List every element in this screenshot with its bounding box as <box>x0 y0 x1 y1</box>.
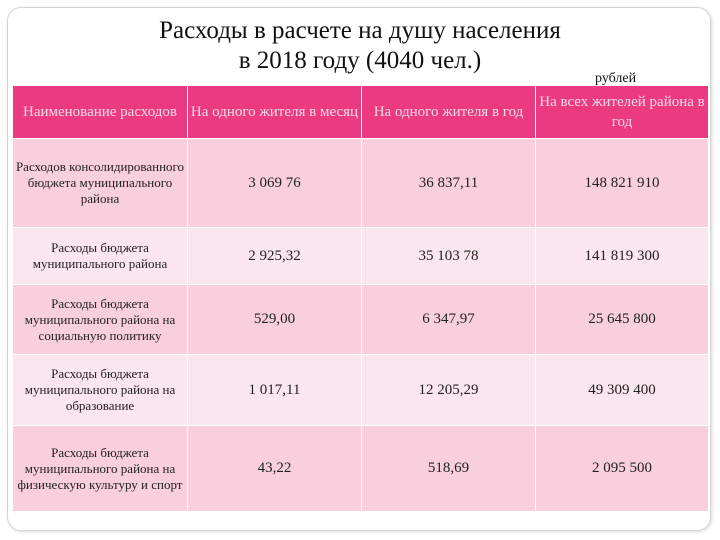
unit-label: рублей <box>595 71 637 86</box>
row-all: 25 645 800 <box>536 285 709 355</box>
row-month: 1 017,11 <box>188 355 362 426</box>
header-per-month: На одного жителя в месяц <box>188 86 362 139</box>
title-line-1: Расходы в расчете на душу населения <box>159 17 561 44</box>
table-row <box>13 426 709 512</box>
table-row <box>13 139 709 228</box>
row-all: 2 095 500 <box>536 426 709 512</box>
table-row <box>13 285 709 355</box>
row-month: 3 069 76 <box>188 139 362 228</box>
table-row <box>13 228 709 285</box>
row-name: Расходы бюджета муниципального района на социальную политику <box>13 285 188 355</box>
row-month: 43,22 <box>188 426 362 512</box>
row-month: 529,00 <box>188 285 362 355</box>
header-per-year: На одного жителя в год <box>362 86 536 139</box>
header-row <box>13 86 709 139</box>
row-name: Расходов консолидированного бюджета муниципального района <box>13 139 188 228</box>
row-all: 141 819 300 <box>536 228 709 285</box>
row-year: 518,69 <box>362 426 536 512</box>
expenses-table <box>12 85 709 512</box>
row-year: 6 347,97 <box>362 285 536 355</box>
row-year: 35 103 78 <box>362 228 536 285</box>
row-name: Расходы бюджета муниципального района на образование <box>13 355 188 426</box>
table-row <box>13 355 709 426</box>
header-name: Наименование расходов <box>13 86 188 139</box>
row-year: 12 205,29 <box>362 355 536 426</box>
row-all: 148 821 910 <box>536 139 709 228</box>
row-all: 49 309 400 <box>536 355 709 426</box>
row-month: 2 925,32 <box>188 228 362 285</box>
row-name: Расходы бюджета муниципального района на физическую культуру и спорт <box>13 426 188 512</box>
row-name: Расходы бюджета муниципального района <box>13 228 188 285</box>
slide-title <box>0 16 720 76</box>
row-year: 36 837,11 <box>362 139 536 228</box>
header-all-residents: На всех жителей района в год <box>536 86 709 139</box>
title-line-2: в 2018 году (4040 чел.) <box>238 47 482 74</box>
